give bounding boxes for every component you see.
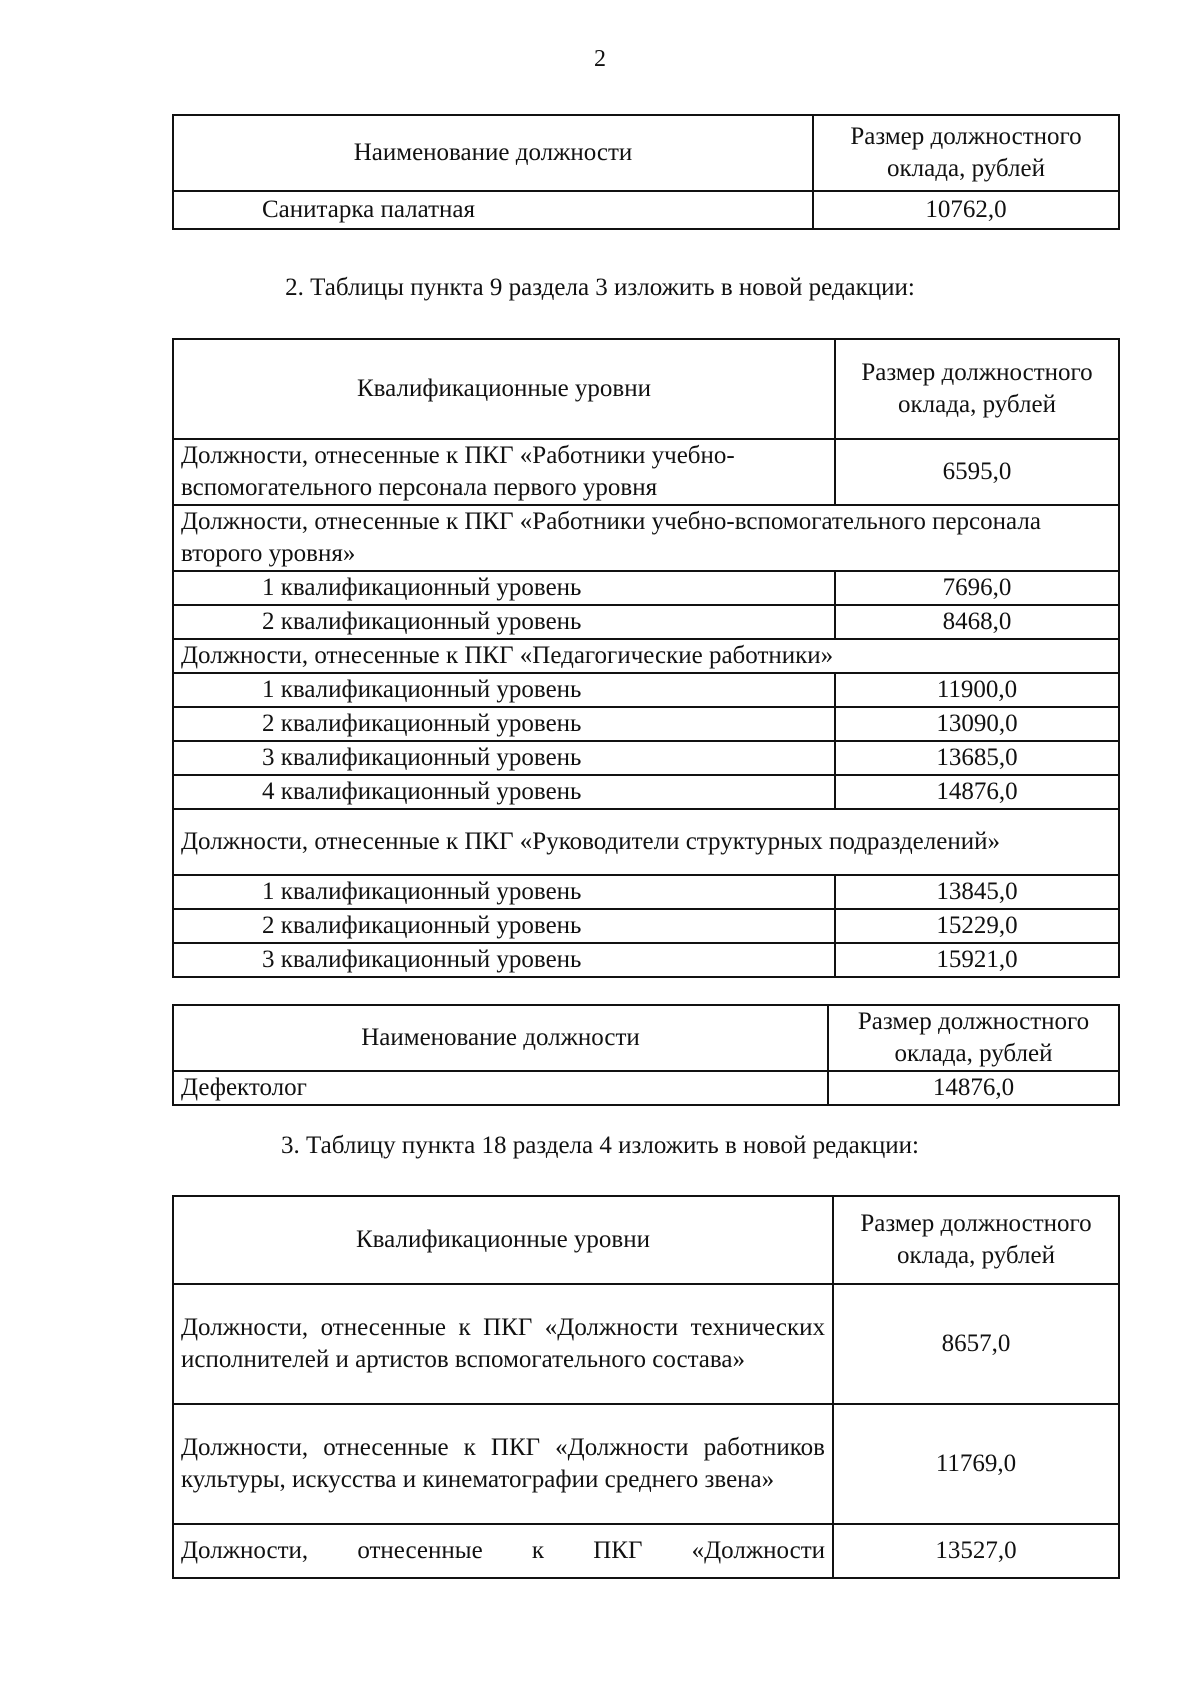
table-row-group-3	[173, 639, 1119, 673]
level-name: 3 квалификационный уровень	[173, 741, 835, 775]
salary-value: 7696,0	[835, 571, 1119, 605]
salary-value: 15921,0	[835, 943, 1119, 977]
position-name: Санитарка палатная	[173, 191, 813, 229]
header-position-name: Наименование должности	[173, 115, 813, 191]
salary-value: 13685,0	[835, 741, 1119, 775]
level-name: 3 квалификационный уровень	[173, 943, 835, 977]
position-name: Дефектолог	[173, 1071, 828, 1105]
table-header-row	[173, 1005, 1119, 1071]
header-salary: Размер должностного оклада, рублей	[813, 115, 1119, 191]
salary-value: 6595,0	[835, 439, 1119, 505]
header-qualification-levels: Квалификационные уровни	[173, 339, 835, 439]
salary-value: 8468,0	[835, 605, 1119, 639]
table-row	[173, 741, 1119, 775]
group-name: Должности, отнесенные к ПКГ «Руководители структурных подразделений»	[173, 809, 1119, 875]
table-row-group-4	[173, 809, 1119, 875]
level-name: 2 квалификационный уровень	[173, 707, 835, 741]
salary-value: 14876,0	[828, 1071, 1119, 1105]
table-row	[173, 775, 1119, 809]
salary-value: 13090,0	[835, 707, 1119, 741]
salary-value: 14876,0	[835, 775, 1119, 809]
table-row	[173, 707, 1119, 741]
salary-table-qualification-levels	[172, 338, 1120, 978]
table-row	[173, 1071, 1119, 1105]
table-row	[173, 1284, 1119, 1404]
level-name: 1 квалификационный уровень	[173, 875, 835, 909]
group-name: Должности, отнесенные к ПКГ «Должности	[173, 1524, 833, 1578]
salary-value: 10762,0	[813, 191, 1119, 229]
level-name: 2 квалификационный уровень	[173, 605, 835, 639]
level-name: 1 квалификационный уровень	[173, 571, 835, 605]
table-row	[173, 571, 1119, 605]
level-name: 2 квалификационный уровень	[173, 909, 835, 943]
group-name: Должности, отнесенные к ПКГ «Должности технических исполнителей и артистов вспомогательного состава»	[173, 1284, 833, 1404]
salary-value: 11769,0	[833, 1404, 1119, 1524]
header-salary: Размер должностного оклада, рублей	[835, 339, 1119, 439]
salary-table-defectologist	[172, 1004, 1120, 1106]
table-header-row	[173, 339, 1119, 439]
header-salary: Размер должностного оклада, рублей	[833, 1196, 1119, 1284]
table-row	[173, 605, 1119, 639]
table-row	[173, 673, 1119, 707]
page-number: 2	[594, 46, 606, 72]
table-row	[173, 909, 1119, 943]
salary-table-sanitary	[172, 114, 1120, 230]
paragraph-item-2: 2. Таблицы пункта 9 раздела 3 изложить в новой редакции:	[285, 274, 915, 301]
salary-value: 13845,0	[835, 875, 1119, 909]
header-salary: Размер должностного оклада, рублей	[828, 1005, 1119, 1071]
table-row	[173, 191, 1119, 229]
group-name: Должности, отнесенные к ПКГ «Работники учебно-вспомогательного персонала второго уровня»	[173, 505, 1119, 571]
salary-value: 8657,0	[833, 1284, 1119, 1404]
group-name: Должности, отнесенные к ПКГ «Работники учебно-вспомогательного персонала первого уровня	[173, 439, 835, 505]
table-row	[173, 1404, 1119, 1524]
table-row	[173, 875, 1119, 909]
level-name: 1 квалификационный уровень	[173, 673, 835, 707]
header-qualification-levels: Квалификационные уровни	[173, 1196, 833, 1284]
header-position-name: Наименование должности	[173, 1005, 828, 1071]
table-header-row	[173, 115, 1119, 191]
table-row-group-1	[173, 439, 1119, 505]
salary-value: 11900,0	[835, 673, 1119, 707]
table-row	[173, 1524, 1119, 1578]
paragraph-item-3: 3. Таблицу пункта 18 раздела 4 изложить в новой редакции:	[281, 1132, 919, 1159]
salary-value: 13527,0	[833, 1524, 1119, 1578]
table-row	[173, 943, 1119, 977]
salary-table-culture-levels	[172, 1195, 1120, 1579]
table-header-row	[173, 1196, 1119, 1284]
level-name: 4 квалификационный уровень	[173, 775, 835, 809]
salary-value: 15229,0	[835, 909, 1119, 943]
table-row-group-2	[173, 505, 1119, 571]
group-name: Должности, отнесенные к ПКГ «Должности работников культуры, искусства и кинематографии среднего звена»	[173, 1404, 833, 1524]
group-name: Должности, отнесенные к ПКГ «Педагогические работники»	[173, 639, 1119, 673]
